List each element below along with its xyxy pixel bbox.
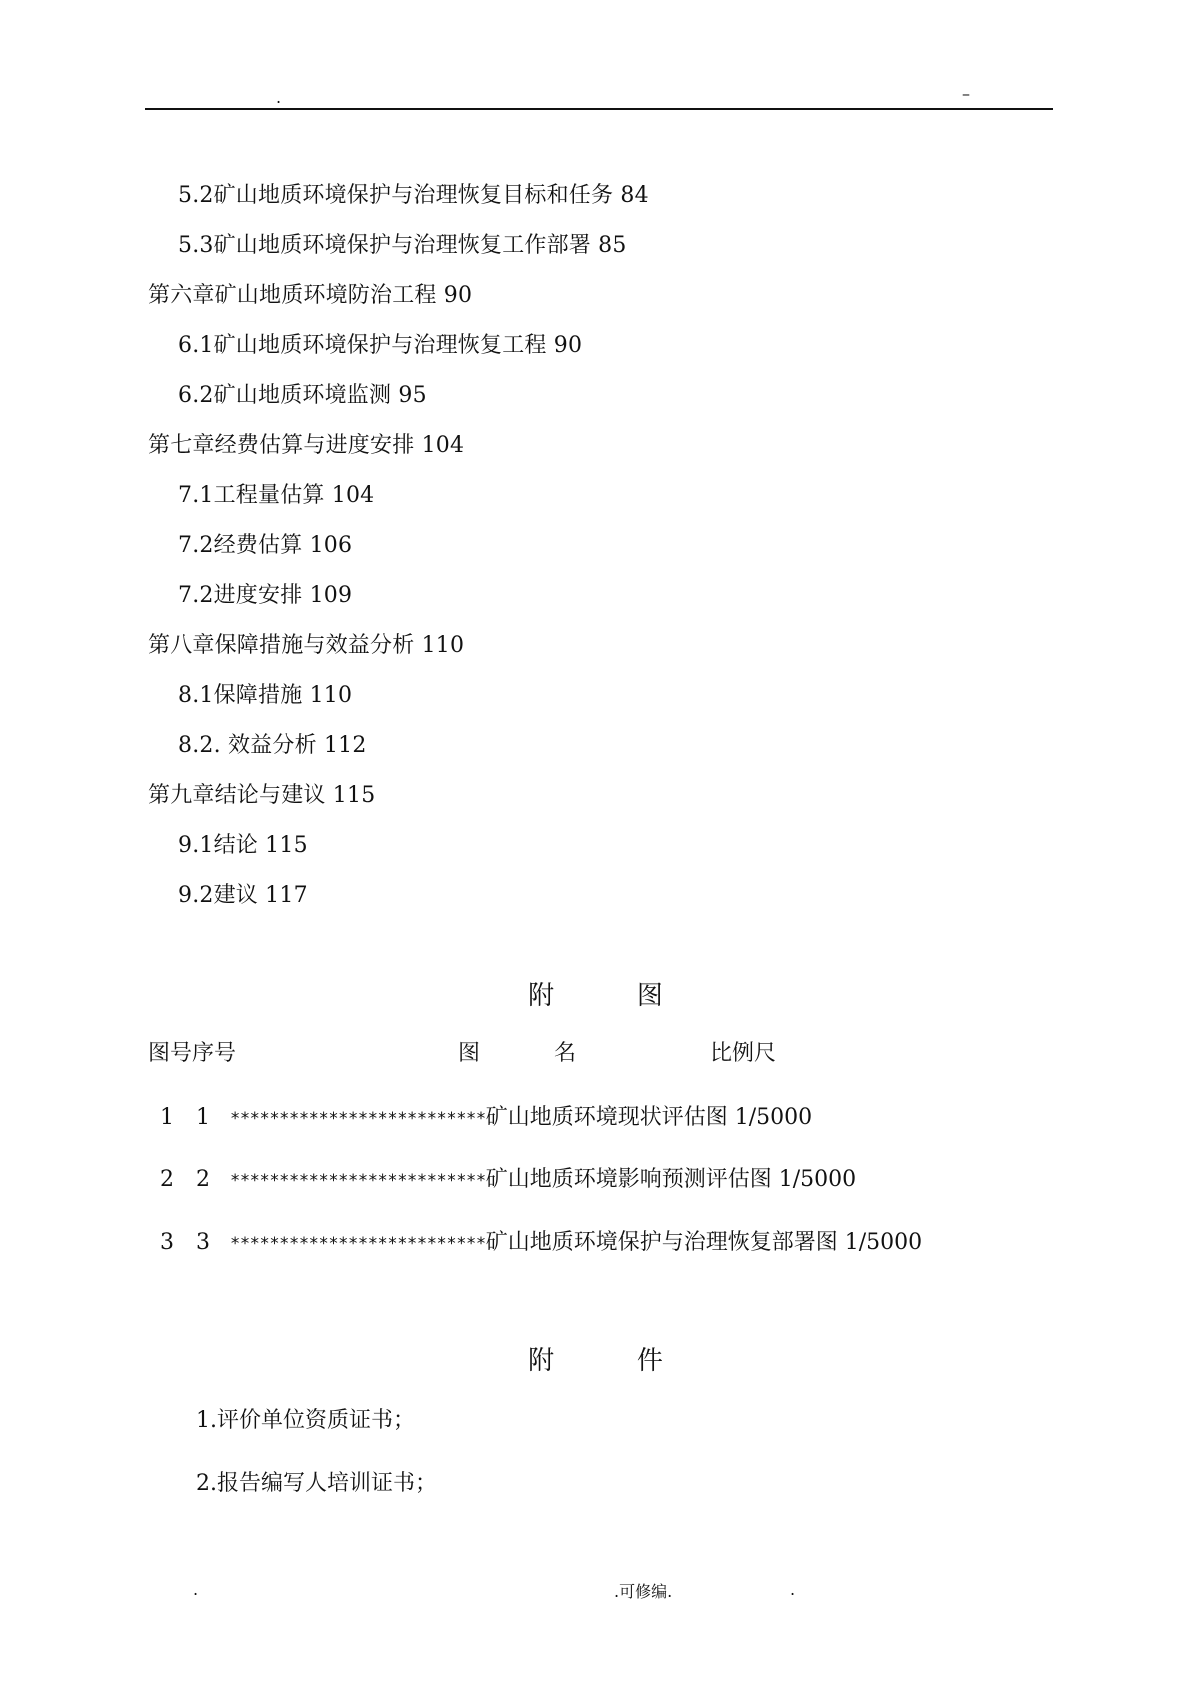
toc-chapter-6: 第六章矿山地质环境防治工程 90 xyxy=(148,283,473,308)
header-right-mark: – xyxy=(962,84,970,103)
figure-row xyxy=(160,1102,812,1135)
figure-row-seq: 1 xyxy=(196,1105,210,1130)
toc-item-6-1: 6.1矿山地质环境保护与治理恢复工程 90 xyxy=(178,333,583,358)
toc-item-8-2: 8.2. 效益分析 112 xyxy=(178,733,367,758)
figure-row-number: 1 xyxy=(160,1105,174,1130)
figure-row-number: 2 xyxy=(160,1167,174,1192)
toc-item-5-2: 5.2矿山地质环境保护与治理恢复目标和任务 84 xyxy=(178,183,649,208)
figures-column-name-left: 图 xyxy=(458,1041,481,1066)
toc-chapter-8: 第八章保障措施与效益分析 110 xyxy=(148,633,465,658)
figure-row-title: 矿山地质环境影响预测评估图 1/5000 xyxy=(485,1167,857,1192)
figures-column-name-right: 名 xyxy=(554,1041,577,1066)
attachment-item: 2.报告编写人培训证书； xyxy=(196,1471,437,1496)
figure-row-leader: ************************** xyxy=(230,1171,486,1191)
toc-chapter-7: 第七章经费估算与进度安排 104 xyxy=(148,433,465,458)
figure-row xyxy=(160,1227,922,1260)
figure-row-seq: 2 xyxy=(196,1167,210,1192)
figures-column-scale: 比例尺 xyxy=(710,1041,777,1066)
attachments-heading: 附 件 xyxy=(528,1346,663,1376)
toc-item-9-2: 9.2建议 117 xyxy=(178,883,308,908)
toc-item-8-1: 8.1保障措施 110 xyxy=(178,683,353,708)
toc-item-9-1: 9.1结论 115 xyxy=(178,833,308,858)
toc-item-7-2b: 7.2进度安排 109 xyxy=(178,583,353,608)
figure-row-number: 3 xyxy=(160,1230,174,1255)
toc-chapter-9: 第九章结论与建议 115 xyxy=(148,783,376,808)
figure-row xyxy=(160,1164,856,1197)
footer-left-mark: . xyxy=(193,1580,199,1599)
figure-row-title: 矿山地质环境保护与治理恢复部署图 1/5000 xyxy=(485,1230,923,1255)
figure-row-title: 矿山地质环境现状评估图 1/5000 xyxy=(485,1105,813,1130)
figures-column-number: 图号序号 xyxy=(148,1041,237,1066)
figure-row-seq: 3 xyxy=(196,1230,210,1255)
header-left-mark: . xyxy=(276,88,282,107)
toc-item-7-2: 7.2经费估算 106 xyxy=(178,533,353,558)
figures-heading: 附 图 xyxy=(528,981,663,1011)
toc-item-7-1: 7.1工程量估算 104 xyxy=(178,483,375,508)
toc-item-5-3: 5.3矿山地质环境保护与治理恢复工作部署 85 xyxy=(178,233,627,258)
header-rule xyxy=(145,108,1053,110)
toc-item-6-2: 6.2矿山地质环境监测 95 xyxy=(178,383,427,408)
figure-row-leader: ************************** xyxy=(230,1234,486,1254)
footer-center-text: .可修编. xyxy=(614,1582,673,1601)
footer-right-mark: . xyxy=(790,1580,796,1599)
figure-row-leader: ************************** xyxy=(230,1109,486,1129)
attachment-item: 1.评价单位资质证书； xyxy=(196,1408,415,1433)
